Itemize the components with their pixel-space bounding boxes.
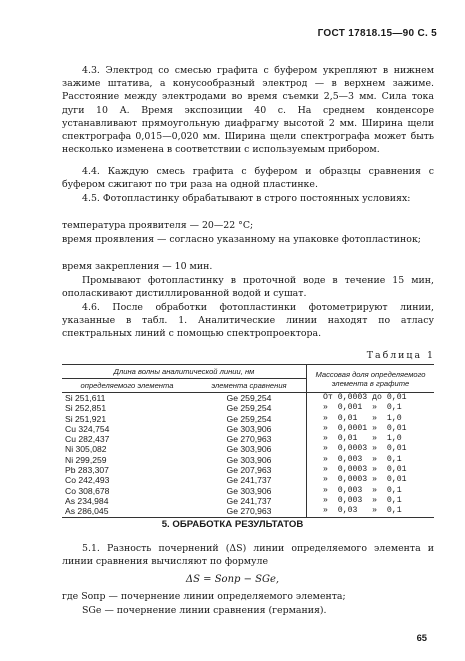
cell-concentration: » 0,001 » 0,1 [323, 403, 402, 413]
cell-concentration: » 0,0003 » 0,01 [323, 465, 407, 475]
lines-table [62, 364, 434, 518]
cell-reference: Ge 270,963 [192, 434, 307, 444]
table-row [62, 414, 434, 424]
definition-s-opr: где Sопр — почернение линии определяемого элемента; [62, 591, 346, 602]
page-number: 65 [416, 632, 427, 643]
cell-reference: Ge 241,737 [192, 475, 307, 485]
cell-reference: Ge 303,906 [192, 455, 307, 465]
cell-element: Pb 283,307 [65, 465, 109, 476]
cell-element: Cu 282,437 [65, 434, 110, 445]
table-title: Таблица 1 [366, 350, 435, 361]
cell-element: Co 308,678 [65, 485, 110, 496]
cell-reference: Ge 207,963 [192, 465, 307, 475]
cell-concentration: От 0,0003 до 0,01 [323, 393, 407, 402]
table-row [62, 393, 434, 404]
table-header-reference: элемента сравнения [192, 379, 307, 393]
cell-reference: Ge 259,254 [192, 414, 307, 424]
table-row [62, 434, 434, 444]
table-row [62, 403, 434, 413]
cell-concentration: » 0,003 » 0,1 [323, 454, 402, 464]
paragraph-4-4: 4.4. Каждую смесь графита с буфером и образцы сравнения с буфером сжигают по три раза на одной пластинке. [62, 166, 434, 191]
cell-element: Cu 324,754 [65, 423, 110, 434]
paragraph-4-6: 4.6. После обработки фотопластинки фотометрируют линии, указанные в табл. 1. Аналитические линии находят по атласу спектральных линий с помощью спектропроектора. [62, 302, 434, 340]
table-row [62, 424, 434, 434]
paragraph-5-1: 5.1. Разность почернений (ΔS) линии определяемого элемента и линии сравнения вычисляют по формуле [62, 543, 434, 568]
table-row [62, 496, 434, 506]
table-row [62, 475, 434, 485]
paragraph-4-5-temperature: температура проявителя — 20—22 °С; [62, 220, 254, 231]
paragraph-4-5-fixing: время закрепления — 10 мин. [62, 261, 213, 272]
formula: ΔS = Sопр − SGe, [185, 574, 280, 585]
cell-reference: Ge 259,254 [192, 393, 307, 404]
definition-s-ge: SGe — почернение линии сравнения (германия). [82, 605, 327, 616]
cell-element: Ni 305,082 [65, 444, 107, 455]
table-group-header: Длина волны аналитической линии, нм [62, 365, 307, 379]
section-title: 5. ОБРАБОТКА РЕЗУЛЬТАТОВ [161, 519, 304, 530]
cell-reference: Ge 303,906 [192, 424, 307, 434]
cell-concentration: » 0,0003 » 0,01 [323, 475, 407, 485]
cell-reference: Ge 303,906 [192, 486, 307, 496]
table-header-element: определяемого элемента [62, 379, 192, 393]
cell-concentration: » 0,01 » 1,0 [323, 413, 402, 423]
paragraph-4-3: 4.3. Электрод со смесью графита с буфером укрепляют в нижнем зажиме штатива, а конусообразный электрод — в верхнем зажиме. Расстояние между электродами во время съемки 2,5—3 мм. Сила тока дуги 10 А. Время экспозиции 40 с. На среднем конденсоре устанавливают прямоугольную диафрагму высотой 2 мм. Ширина щели спектрографа 0,015—0,020 мм. Ширина щели спектрографа может быть несколько изменена в соответствии с используемым прибором. [62, 65, 434, 156]
cell-reference: Ge 303,906 [192, 444, 307, 454]
table-header-concentration: Массовая доля определяемого элемента в графите [307, 365, 435, 393]
table-row [62, 444, 434, 454]
cell-element: As 286,045 [62, 506, 192, 517]
cell-reference: Ge 270,963 [192, 506, 307, 517]
cell-element: Si 252,851 [65, 403, 107, 414]
cell-concentration: » 0,01 » 1,0 [323, 434, 402, 444]
cell-reference: Ge 241,737 [192, 496, 307, 506]
cell-concentration: » 0,0003 » 0,01 [323, 444, 407, 454]
cell-element: Ni 299,259 [65, 454, 107, 465]
paragraph-4-5-washing: Промывают фотопластинку в проточной воде в течение 15 мин, ополаскивают дистиллированной водой и сушат. [62, 275, 434, 300]
page-header: ГОСТ 17818.15—90 С. 5 [317, 28, 437, 39]
cell-element: Si 251,611 [65, 393, 106, 403]
table-row [62, 455, 434, 465]
table-row [62, 486, 434, 496]
cell-reference: Ge 259,254 [192, 403, 307, 413]
paragraph-4-5: 4.5. Фотопластинку обрабатывают в строго постоянных условиях: [82, 193, 411, 204]
cell-element: Si 251,921 [65, 413, 107, 424]
table-row [62, 506, 434, 517]
cell-element: As 234,984 [65, 495, 109, 506]
cell-concentration: » 0,0001 » 0,01 [323, 423, 407, 433]
cell-element: Co 242,493 [65, 475, 110, 486]
cell-concentration: » 0,003 » 0,1 [323, 495, 402, 505]
paragraph-4-5-development: время проявления — согласно указанному на упаковке фотопластинок; [62, 234, 421, 245]
cell-concentration: » 0,003 » 0,1 [323, 485, 402, 495]
cell-concentration: » 0,03 » 0,1 [307, 506, 435, 517]
table-row [62, 465, 434, 475]
